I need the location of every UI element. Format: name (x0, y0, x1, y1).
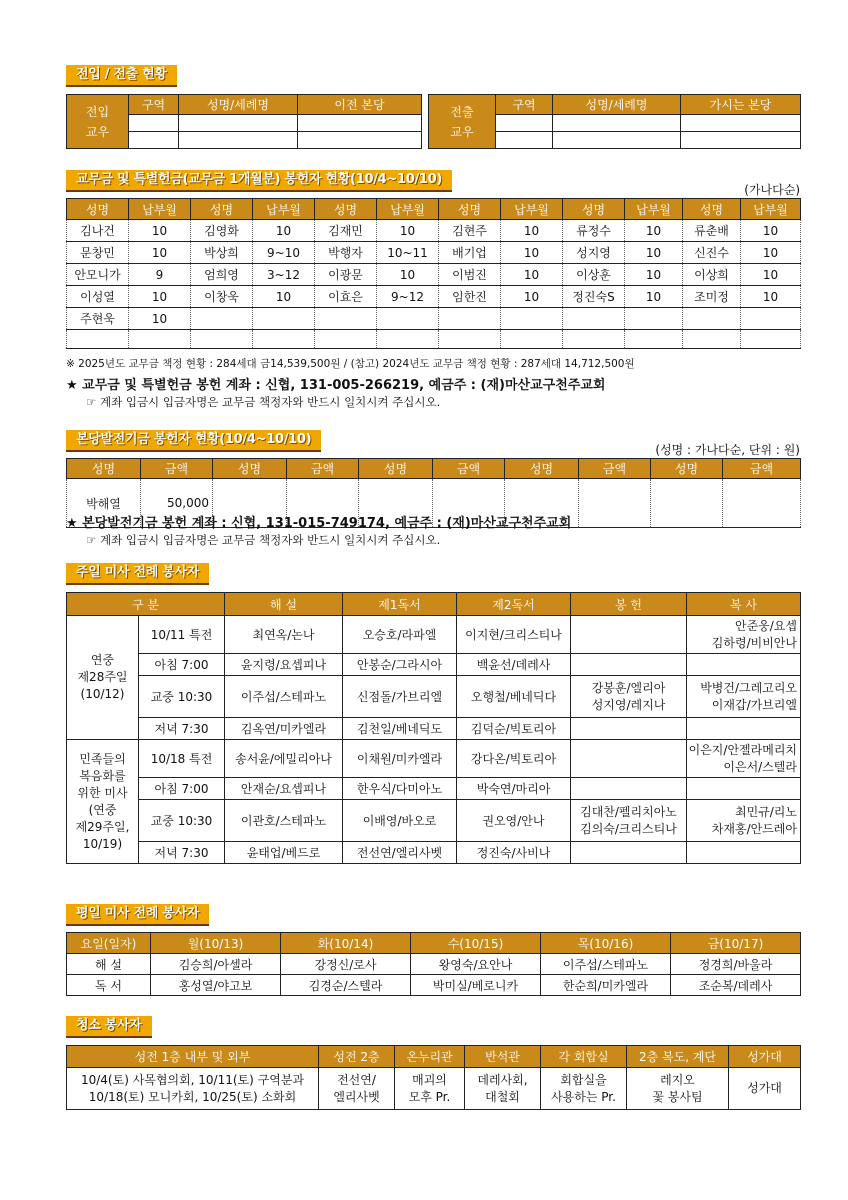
cell (579, 479, 651, 528)
cell (651, 479, 723, 528)
cell: 10 (501, 220, 563, 242)
cell-line: (10/12) (80, 687, 125, 701)
cell: 이광문 (315, 264, 377, 286)
cell-line: 김의숙/크리스티나 (580, 821, 677, 836)
col-header: 반석관 (465, 1046, 541, 1068)
table-row (67, 242, 801, 264)
cell (683, 308, 741, 330)
cell-line: 강봉훈/엘리아 (591, 680, 666, 695)
cell: 해 설 (67, 954, 151, 975)
cell (687, 842, 801, 864)
cell: 9 (129, 264, 191, 286)
col-header: 성명 (563, 199, 625, 220)
col-header: 납부월 (253, 199, 315, 220)
sunday-table (66, 592, 801, 864)
cell: 한순희/미카엘라 (541, 975, 671, 996)
cell: 안봉순/그라시아 (343, 654, 457, 676)
col-header: 성명 (67, 199, 129, 220)
cell (729, 1068, 801, 1110)
weekday-table (66, 932, 801, 996)
fund-section-title: 본당발전기금 봉헌자 현황(10/4~10/10) (66, 430, 321, 452)
transfer-in-table (66, 94, 422, 149)
cell (741, 330, 801, 349)
cell: 이주섭/스테파노 (541, 954, 671, 975)
table-row (67, 330, 801, 349)
cell: 조순복/데레사 (671, 975, 801, 996)
cell: 10 (501, 242, 563, 264)
cell: 한우식/다미아노 (343, 778, 457, 800)
cell: 10 (253, 220, 315, 242)
transfer-in-label (67, 95, 129, 149)
cell (298, 115, 422, 132)
table-row (67, 842, 801, 864)
cell: 10 (129, 308, 191, 330)
donation-stat-note: ※ 2025년도 교무금 책정 현황 : 284세대 금14,539,500원 / (참고) 2024년도 교무금 책정 현황 : 287세대 14,712,500원 (66, 358, 635, 370)
cell: 아침 7:00 (139, 654, 225, 676)
cell: 이관호/스테파노 (225, 800, 343, 842)
col-header: 가시는 본당 (681, 95, 801, 115)
col-header: 금(10/17) (671, 933, 801, 954)
donation-remind: ☞ 계좌 입금시 입금자명은 교무금 책정자와 반드시 일치시켜 주십시오. (86, 395, 441, 409)
table-row (67, 220, 801, 242)
cell: 안모니가 (67, 264, 129, 286)
transfer-in-label-2: 교우 (85, 124, 110, 139)
col-header: 요일(일자) (67, 933, 151, 954)
cleaning-section-title: 청소 봉사자 (66, 1016, 152, 1038)
cell: 홍성열/야고보 (151, 975, 281, 996)
cell (687, 676, 801, 718)
cell: 박행자 (315, 242, 377, 264)
cell: 50,000 (141, 479, 213, 528)
col-header: 해 설 (225, 593, 343, 616)
cell (67, 1068, 319, 1110)
cell (687, 778, 801, 800)
fund-account: ★ 본당발전기금 봉헌 계좌 : 신협, 131-015-749174, 예금주 : (재)마산교구천주교회 (66, 516, 572, 531)
cell (571, 842, 687, 864)
cell: 10 (625, 220, 683, 242)
cell: 윤지령/요셉피나 (225, 654, 343, 676)
cell: 박미실/베로니카 (411, 975, 541, 996)
cell (681, 115, 801, 132)
cell-line: 이은서/스텔라 (723, 759, 797, 774)
col-header: 성명 (505, 459, 579, 479)
cell: 성지영 (563, 242, 625, 264)
cell (723, 479, 801, 528)
col-header: 제1독서 (343, 593, 457, 616)
cell (741, 308, 801, 330)
col-header: 납부월 (625, 199, 683, 220)
cell (501, 308, 563, 330)
cell: 9~12 (377, 286, 439, 308)
cell (687, 654, 801, 676)
cell: 배기업 (439, 242, 501, 264)
col-header: 온누리관 (395, 1046, 465, 1068)
col-header: 납부월 (741, 199, 801, 220)
cell: 10 (741, 264, 801, 286)
col-header: 금액 (141, 459, 213, 479)
col-header: 복 사 (687, 593, 801, 616)
cell-line: 10/18(토) 모니카회, 10/25(토) 소화회 (88, 1089, 297, 1104)
cell: 10 (625, 286, 683, 308)
cell: 김덕순/빅토리아 (457, 718, 571, 740)
cell (625, 308, 683, 330)
cell: 10 (129, 242, 191, 264)
transfer-out-label (429, 95, 496, 149)
cleaning-table (66, 1045, 801, 1110)
cell (377, 308, 439, 330)
table-row (67, 954, 801, 975)
cell (687, 616, 801, 654)
cell (683, 330, 741, 349)
cell-line: 모후 Pr. (408, 1089, 451, 1104)
cell: 김재민 (315, 220, 377, 242)
cell: 10 (741, 242, 801, 264)
cell (395, 1068, 465, 1110)
cell (129, 132, 179, 149)
cell: 송서윤/에밀리아나 (225, 740, 343, 778)
cell (501, 330, 563, 349)
cell-line: 레지오 (660, 1072, 695, 1087)
col-header: 금액 (723, 459, 801, 479)
cell: 엄희영 (191, 264, 253, 286)
col-header: 이전 본당 (298, 95, 422, 115)
col-header: 구 분 (67, 593, 225, 616)
cell (496, 132, 553, 149)
col-header: 성명 (315, 199, 377, 220)
cell: 아침 7:00 (139, 778, 225, 800)
cell: 강정신/로사 (281, 954, 411, 975)
col-header: 각 회합실 (541, 1046, 627, 1068)
cell: 10/11 특전 (139, 616, 225, 654)
cell-line: 최민규/리노 (734, 804, 797, 819)
col-header: 성명 (683, 199, 741, 220)
cell: 10 (377, 264, 439, 286)
cell: 정진숙/사비나 (457, 842, 571, 864)
cell-line: 제29주일, (75, 819, 130, 834)
cell: 신진수 (683, 242, 741, 264)
col-header: 금액 (433, 459, 505, 479)
cell (687, 800, 801, 842)
donation-section-title: 교무금 및 특별헌금(교무금 1개월분) 봉헌자 현황(10/4~10/10) (66, 170, 452, 192)
cell: 이창욱 (191, 286, 253, 308)
table-row (67, 654, 801, 676)
cell (571, 740, 687, 778)
cell: 10 (501, 286, 563, 308)
cell-line: 성지영/레지나 (591, 697, 666, 712)
cell: 주현욱 (67, 308, 129, 330)
table-row (67, 616, 801, 654)
cell (563, 330, 625, 349)
col-header: 납부월 (501, 199, 563, 220)
cell-line: 위한 미사 (77, 785, 128, 800)
fund-order-note: (성명 : 가나다순, 단위 : 원) (655, 443, 800, 457)
table-row (67, 740, 801, 778)
col-header: 성명/세례명 (179, 95, 298, 115)
cell: 류춘배 (683, 220, 741, 242)
cell-line: 복음화를 (79, 768, 126, 783)
cell: 이상희 (683, 264, 741, 286)
cell (571, 778, 687, 800)
cell: 이지현/크리스티나 (457, 616, 571, 654)
cell: 오승호/라파엘 (343, 616, 457, 654)
table-row (67, 975, 801, 996)
cell: 안재순/요셉피나 (225, 778, 343, 800)
table-row (67, 778, 801, 800)
cell: 신점돌/가브리엘 (343, 676, 457, 718)
col-header: 납부월 (377, 199, 439, 220)
table-row (67, 264, 801, 286)
col-header: 금액 (287, 459, 359, 479)
cell-line: 박병건/그레고리오 (700, 680, 797, 695)
cell: 10 (501, 264, 563, 286)
cell (253, 308, 315, 330)
cell: 박숙연/마리아 (457, 778, 571, 800)
cell (315, 308, 377, 330)
cell: 윤태업/베드로 (225, 842, 343, 864)
cell (496, 115, 553, 132)
cell-line: 김하령/비비안나 (711, 635, 797, 650)
cell-line: 김대찬/펠리치아노 (580, 804, 677, 819)
col-header: 성명 (191, 199, 253, 220)
cell: 전선연/엘리사벳 (343, 842, 457, 864)
cell (553, 132, 681, 149)
cell-line: 사용하는 Pr. (551, 1089, 616, 1104)
cell: 정경희/바울라 (671, 954, 801, 975)
cell: 이주섭/스테파노 (225, 676, 343, 718)
col-header: 목(10/16) (541, 933, 671, 954)
cell (571, 654, 687, 676)
transfer-out-label-1: 전출 (450, 104, 474, 119)
cell (191, 308, 253, 330)
cell (571, 676, 687, 718)
weekday-section-title: 평일 미사 전례 봉사자 (66, 904, 209, 926)
cell: 임한진 (439, 286, 501, 308)
col-header: 화(10/14) (281, 933, 411, 954)
cell (179, 115, 298, 132)
cell-line: 제28주일 (77, 670, 128, 684)
cell: 저녁 7:30 (139, 718, 225, 740)
cell (681, 132, 801, 149)
cell: 이배영/바오로 (343, 800, 457, 842)
cell: 최연옥/논나 (225, 616, 343, 654)
sunday-section-title: 주일 미사 전례 봉사자 (66, 563, 209, 585)
cell (298, 132, 422, 149)
cell-line: 전선연/ (337, 1072, 376, 1087)
cell (465, 1068, 541, 1110)
cell (179, 132, 298, 149)
col-header: 납부월 (129, 199, 191, 220)
cell: 이성열 (67, 286, 129, 308)
cell (439, 330, 501, 349)
cell: 왕영숙/요안나 (411, 954, 541, 975)
cell: 교중 10:30 (139, 800, 225, 842)
col-header: 성명 (439, 199, 501, 220)
cell: 오행철/베네딕다 (457, 676, 571, 718)
donation-table (66, 198, 801, 349)
cell: 강다온/빅토리아 (457, 740, 571, 778)
cell: 10/18 특전 (139, 740, 225, 778)
cell (553, 115, 681, 132)
table-row (67, 286, 801, 308)
col-header: 성명 (213, 459, 287, 479)
cell: 저녁 7:30 (139, 842, 225, 864)
cell (571, 800, 687, 842)
col-header: 구역 (129, 95, 179, 115)
cell: 김승희/아셀라 (151, 954, 281, 975)
cell-line: 대철회 (485, 1089, 520, 1104)
cell: 10 (625, 242, 683, 264)
cell: 김현주 (439, 220, 501, 242)
cell: 10 (741, 220, 801, 242)
col-header: 2층 복도, 계단 (627, 1046, 729, 1068)
col-header: 봉 헌 (571, 593, 687, 616)
cell: 권오영/안나 (457, 800, 571, 842)
col-header: 제2독서 (457, 593, 571, 616)
cell (319, 1068, 395, 1110)
cell: 조미정 (683, 286, 741, 308)
cell: 10 (377, 220, 439, 242)
cell (687, 740, 801, 778)
cell-line: 엘리사벳 (333, 1089, 380, 1104)
cell (571, 718, 687, 740)
fund-remind: ☞ 계좌 입금시 입금자명은 교무금 책정자와 반드시 일치시켜 주십시오. (86, 533, 441, 547)
cell: 교중 10:30 (139, 676, 225, 718)
cell (67, 330, 129, 349)
cell: 김경순/스텔라 (281, 975, 411, 996)
mass-group-label (67, 616, 139, 740)
cell-line: 연중 (90, 653, 115, 667)
cell: 박상희 (191, 242, 253, 264)
cell (439, 308, 501, 330)
col-header: 성명 (67, 459, 141, 479)
cell: 정진숙S (563, 286, 625, 308)
col-header: 성명 (359, 459, 433, 479)
cell-line: 회합실을 (560, 1072, 607, 1087)
cell-line: 안준웅/요셉 (734, 618, 797, 633)
cell-line: 이은지/안젤라메리치 (688, 742, 797, 757)
table-row (67, 800, 801, 842)
cell (541, 1068, 627, 1110)
col-header: 구역 (496, 95, 553, 115)
col-header: 성가대 (729, 1046, 801, 1068)
cell: 백윤선/데레사 (457, 654, 571, 676)
cell (191, 330, 253, 349)
cell: 김영화 (191, 220, 253, 242)
cell: 김나건 (67, 220, 129, 242)
cell: 10 (625, 264, 683, 286)
donation-order-note: (가나다순) (744, 183, 800, 197)
cell: 이범진 (439, 264, 501, 286)
cell: 9~10 (253, 242, 315, 264)
col-header: 성전 2층 (319, 1046, 395, 1068)
cell (627, 1068, 729, 1110)
cell: 이상훈 (563, 264, 625, 286)
cell: 10~11 (377, 242, 439, 264)
cell (129, 330, 191, 349)
table-row (67, 1068, 801, 1110)
cell: 이채원/미카엘라 (343, 740, 457, 778)
transfer-in-label-1: 전입 (85, 104, 110, 119)
table-row (67, 718, 801, 740)
table-row (67, 308, 801, 330)
cell (625, 330, 683, 349)
cell: 10 (741, 286, 801, 308)
cell-line: 민족들의 (79, 751, 126, 766)
cell: 김옥연/미카엘라 (225, 718, 343, 740)
mass-group-label (67, 740, 139, 864)
col-header: 성명 (651, 459, 723, 479)
cell-line: 10/4(토) 사목협의회, 10/11(토) 구역분과 (80, 1072, 305, 1087)
cell-line: 성가대 (747, 1081, 782, 1095)
col-header: 월(10/13) (151, 933, 281, 954)
col-header: 성전 1층 내부 및 외부 (67, 1046, 319, 1068)
col-header: 금액 (579, 459, 651, 479)
cell: 이효은 (315, 286, 377, 308)
cell-line: 차재홍/안드레아 (711, 821, 797, 836)
donation-account: ★ 교무금 및 특별헌금 봉헌 계좌 : 신협, 131-005-266219, 예금주 : (재)마산교구천주교회 (66, 378, 606, 393)
cell (571, 616, 687, 654)
cell (253, 330, 315, 349)
cell-line: 매괴의 (412, 1072, 447, 1087)
cell (563, 308, 625, 330)
transfer-section-title: 전입 / 전출 현황 (66, 65, 177, 87)
cell-line: 데레사회, (477, 1072, 528, 1087)
col-header: 성명/세례명 (553, 95, 681, 115)
cell (129, 115, 179, 132)
cell: 10 (129, 286, 191, 308)
cell: 3~12 (253, 264, 315, 286)
col-header: 수(10/15) (411, 933, 541, 954)
cell: 10 (253, 286, 315, 308)
cell (315, 330, 377, 349)
cell: 문창민 (67, 242, 129, 264)
cell: 10 (129, 220, 191, 242)
cell-line: (연중 (88, 802, 117, 817)
cell: 독 서 (67, 975, 151, 996)
table-row (67, 676, 801, 718)
transfer-out-table (428, 94, 801, 149)
cell (687, 718, 801, 740)
cell-line: 10/19) (82, 836, 123, 851)
cell-line: 이재갑/가브리엘 (711, 697, 797, 712)
cell: 박해열 (67, 479, 141, 528)
cell-line: 꽃 봉사팀 (652, 1089, 703, 1104)
cell: 김천일/베네딕도 (343, 718, 457, 740)
transfer-out-label-2: 교우 (450, 124, 474, 139)
cell: 류정수 (563, 220, 625, 242)
cell (377, 330, 439, 349)
